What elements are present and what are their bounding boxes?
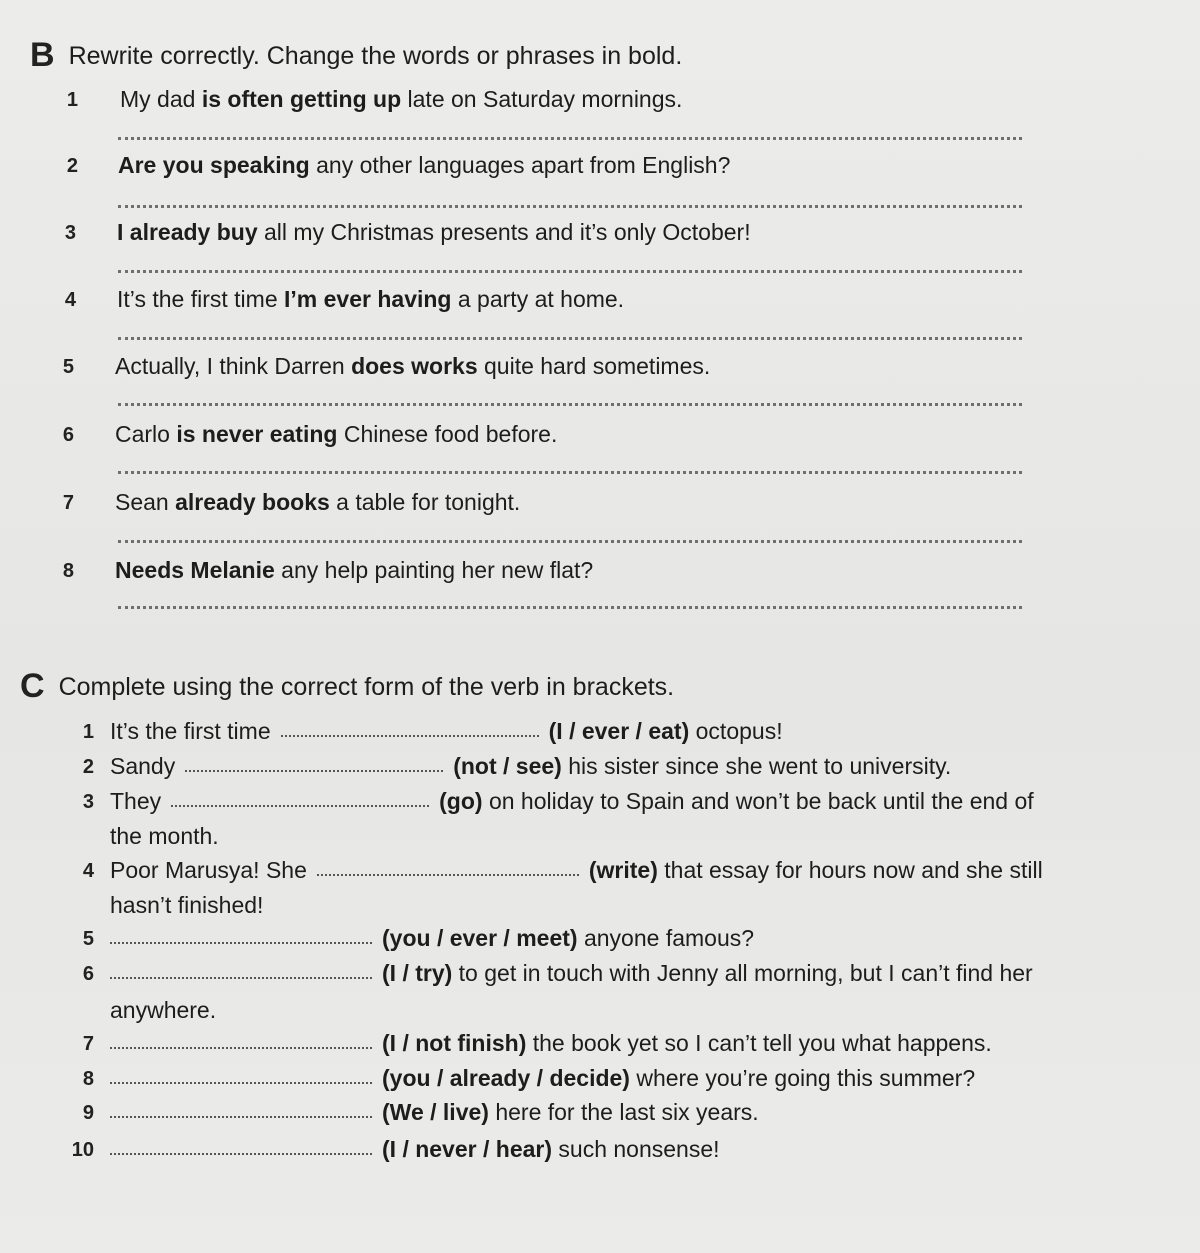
bold-phrase: I’m ever having (284, 286, 452, 312)
fill-in-item (71, 1136, 720, 1163)
rewrite-item (62, 353, 711, 380)
answer-blank[interactable] (110, 1116, 372, 1118)
sentence-text: a table for tonight. (329, 489, 521, 515)
rewrite-item (62, 489, 521, 516)
answer-blank[interactable] (281, 735, 539, 737)
bold-phrase: I already buy (117, 219, 258, 245)
fill-in-item (82, 857, 1043, 884)
answer-line[interactable] (118, 471, 1022, 474)
item-number: 9 (82, 1102, 94, 1124)
answer-blank[interactable] (110, 942, 372, 944)
sentence-text: Actually, I think Darren (115, 353, 352, 379)
sentence-text: It’s the first time (117, 286, 285, 312)
item-number: 6 (82, 963, 94, 985)
sentence-text: anyone famous? (577, 925, 755, 951)
rewrite-item (62, 421, 558, 448)
fill-in-item (82, 718, 783, 745)
bold-phrase: is often getting up (201, 86, 402, 112)
verb-hint: (I / try) (382, 960, 453, 986)
sentence-text: They (110, 788, 162, 814)
section-c-heading (20, 667, 674, 706)
sentence-text: on holiday to Spain and won’t be back until the end of (482, 788, 1034, 814)
item-number: 2 (66, 155, 78, 177)
item-number: 2 (82, 756, 94, 778)
rewrite-item (64, 219, 751, 246)
rewrite-item (62, 557, 594, 584)
section-b-heading (30, 36, 682, 75)
verb-hint: (you / already / decide) (382, 1065, 630, 1091)
sentence-text: Sandy (110, 753, 176, 779)
verb-hint: (not / see) (453, 753, 562, 779)
sentence-text: all my Christmas presents and it’s only October! (257, 219, 751, 245)
fill-in-item (82, 753, 952, 780)
sentence-text: here for the last six years. (488, 1099, 759, 1125)
bold-phrase: Needs Melanie (115, 557, 275, 583)
fill-in-item (82, 1030, 992, 1057)
bold-phrase: does works (351, 353, 478, 379)
sentence-continuation: hasn’t finished! (110, 892, 264, 918)
sentence-text: a party at home. (451, 286, 625, 312)
answer-line[interactable] (118, 270, 1022, 273)
section-b-letter: B (30, 36, 55, 74)
sentence-text: such nonsense! (552, 1136, 720, 1162)
item-number: 5 (62, 356, 74, 378)
answer-blank[interactable] (110, 1047, 372, 1049)
item-number: 10 (71, 1139, 94, 1161)
item-number: 1 (66, 89, 78, 111)
answer-blank[interactable] (110, 1153, 372, 1155)
answer-line[interactable] (118, 137, 1022, 140)
sentence-text: octopus! (689, 718, 783, 744)
fill-in-item (82, 1099, 759, 1126)
sentence-continuation: anywhere. (110, 997, 217, 1023)
sentence-text: the book yet so I can’t tell you what happens. (526, 1030, 992, 1056)
sentence-text: any help painting her new flat? (274, 557, 594, 583)
section-c-letter: C (20, 667, 45, 705)
sentence-text: Carlo (115, 421, 177, 447)
answer-line[interactable] (118, 337, 1022, 340)
sentence-text: Chinese food before. (337, 421, 558, 447)
verb-hint: (go) (439, 788, 483, 814)
verb-hint: (you / ever / meet) (382, 925, 578, 951)
sentence-text: Sean (115, 489, 176, 515)
answer-blank[interactable] (110, 1082, 372, 1084)
fill-in-item (82, 1065, 976, 1092)
item-number: 3 (64, 222, 76, 244)
answer-line[interactable] (118, 403, 1022, 406)
item-number: 6 (62, 424, 74, 446)
fill-in-item (82, 925, 755, 952)
item-number: 8 (82, 1068, 94, 1090)
answer-blank[interactable] (171, 805, 429, 807)
rewrite-item (66, 152, 731, 179)
verb-hint: (I / ever / eat) (548, 718, 690, 744)
rewrite-item (66, 86, 683, 113)
sentence-text: his sister since she went to university. (561, 753, 952, 779)
sentence-text: My dad (120, 86, 202, 112)
fill-in-item (82, 788, 1034, 815)
verb-hint: (We / live) (382, 1099, 489, 1125)
sentence-text: quite hard sometimes. (477, 353, 711, 379)
rewrite-item (64, 286, 625, 313)
answer-line[interactable] (118, 205, 1022, 208)
answer-line[interactable] (118, 606, 1022, 609)
item-number: 7 (62, 492, 74, 514)
sentence-text: where you’re going this summer? (629, 1065, 976, 1091)
bold-phrase: is never eating (176, 421, 338, 447)
fill-in-item (82, 960, 1033, 987)
sentence-text: Poor Marusya! She (110, 857, 307, 883)
item-number: 5 (82, 928, 94, 950)
sentence-text: late on Saturday mornings. (401, 86, 683, 112)
sentence-text: that essay for hours now and she still (657, 857, 1043, 883)
item-number: 7 (82, 1033, 94, 1055)
answer-blank[interactable] (110, 977, 372, 979)
item-number: 4 (82, 860, 94, 882)
sentence-text: to get in touch with Jenny all morning, but I can’t find her (452, 960, 1033, 986)
verb-hint: (I / not finish) (382, 1030, 527, 1056)
section-b-instruction: Rewrite correctly. Change the words or phrases in bold. (68, 42, 683, 70)
verb-hint: (I / never / hear) (382, 1136, 553, 1162)
bold-phrase: Are you speaking (118, 152, 310, 178)
section-c-instruction: Complete using the correct form of the verb in brackets. (58, 673, 675, 701)
item-number: 8 (62, 560, 74, 582)
item-number: 1 (82, 721, 94, 743)
bold-phrase: already books (175, 489, 330, 515)
sentence-text: any other languages apart from English? (309, 152, 731, 178)
item-number: 3 (82, 791, 94, 813)
item-number: 4 (64, 289, 76, 311)
sentence-continuation: the month. (110, 823, 219, 849)
answer-line[interactable] (118, 540, 1022, 543)
sentence-text: It’s the first time (110, 718, 271, 744)
answer-blank[interactable] (317, 874, 579, 876)
verb-hint: (write) (588, 857, 658, 883)
answer-blank[interactable] (185, 770, 443, 772)
